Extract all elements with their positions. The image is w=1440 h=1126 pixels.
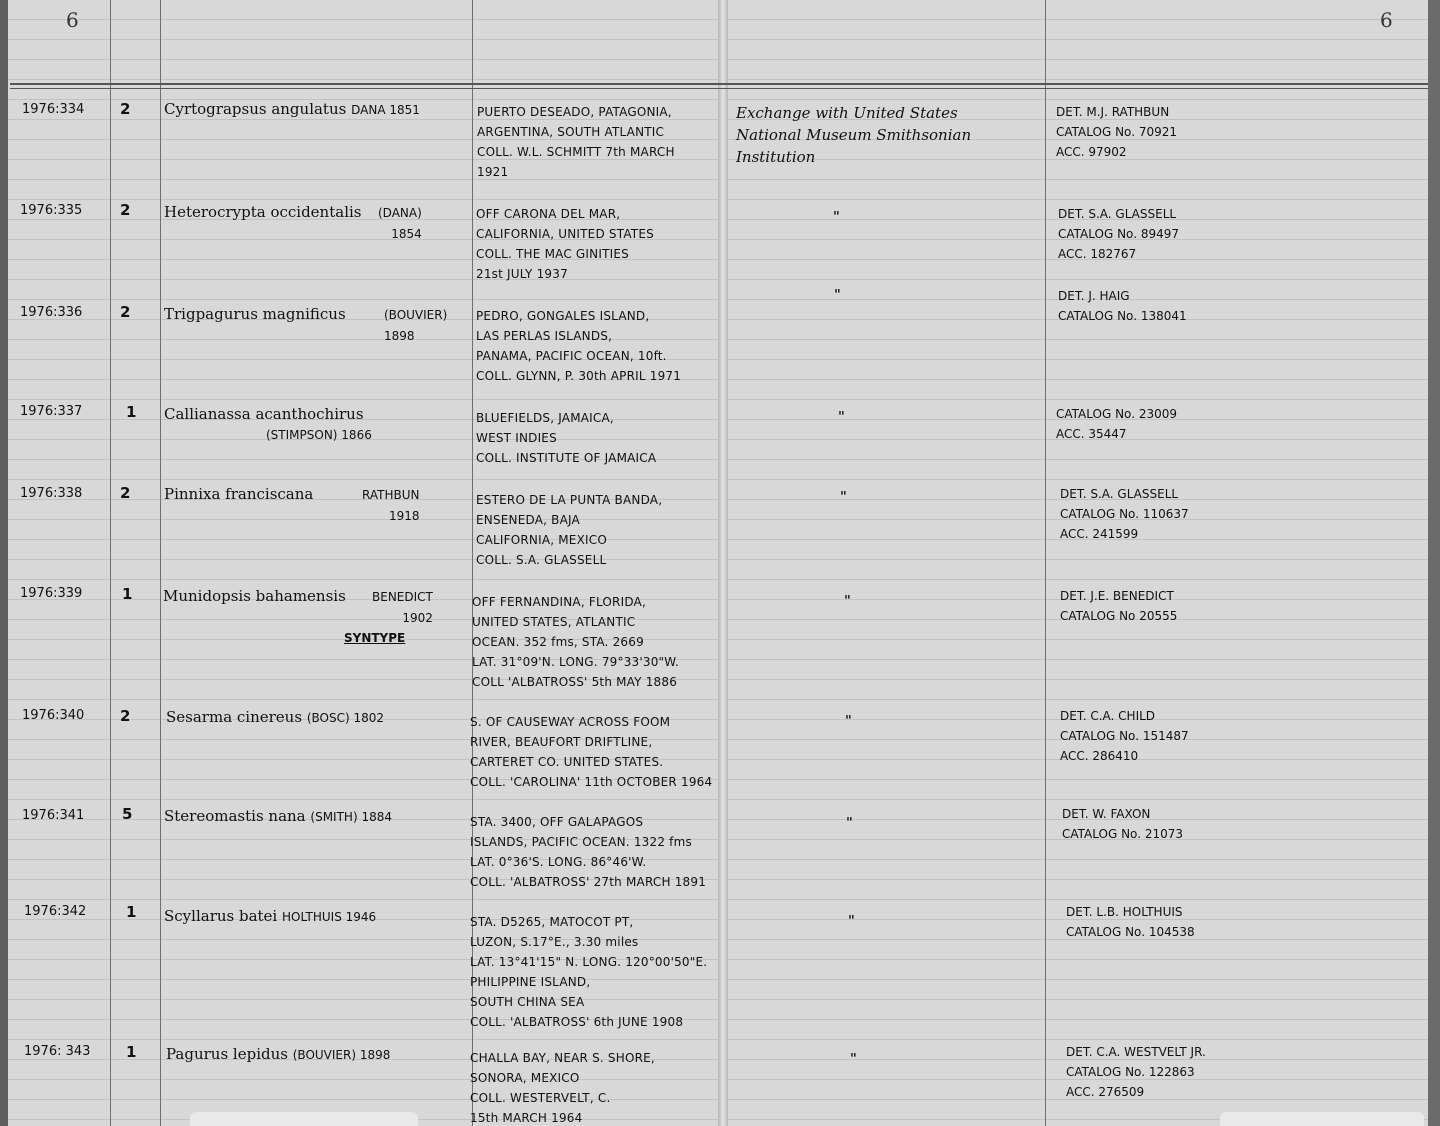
book-gutter [718,0,728,1126]
collection-locality: OFF FERNANDINA, FLORIDA, UNITED STATES, ATLANTIC OCEAN. 352 fms, STA. 2669 LAT. 31°09'N. LONG. 79°33'30"W. COLL 'ALBATROSS' 5th MAY 1886 [472,595,679,689]
species-name [164,304,346,324]
register-number: 1976:342 [24,904,87,919]
specimen-count: 1 [126,1043,137,1061]
register-number: 1976:338 [20,486,83,501]
ditto-mark: " [845,714,852,729]
species-name [166,707,384,728]
species-authority: RATHBUN 1918 [362,488,420,523]
determination-catalog: DET. C.A. CHILD CATALOG No. 151487 ACC. 286410 [1060,709,1189,763]
species-authority: (SMITH) 1884 [310,810,392,824]
specimen-count: 1 [126,403,137,421]
species-authority: (STIMPSON) 1866 [266,428,372,442]
collection-locality: S. OF CAUSEWAY ACROSS FOOM RIVER, BEAUFORT DRIFTLINE, CARTERET CO. UNITED STATES. COLL. 'CAROLINA' 11th OCTOBER 1964 [470,715,713,789]
column-line [110,0,111,1126]
species-authority: (BOSC) 1802 [306,711,385,725]
species-binomial: Pagurus lepidus [166,1045,288,1063]
specimen-count: 2 [120,100,131,118]
species-authority: (BOUVIER) 1898 [292,1048,391,1062]
collection-locality: PUERTO DESEADO, PATAGONIA, ARGENTINA, SOUTH ATLANTIC COLL. W.L. SCHMITT 7th MARCH 1921 [477,105,675,179]
species-binomial: Stereomastis nana [164,807,306,825]
collection-locality: STA. D5265, MATOCOT PT, LUZON, S.17°E., 3.30 miles LAT. 13°41'15" N. LONG. 120°00'50"E. PHILIPPINE ISLAND, SOUTH CHINA SEA COLL. 'ALBATROSS' 6th JUNE 1908 [470,915,708,1029]
species-authority: DANA 1851 [351,103,420,117]
species-name [164,484,313,504]
specimen-count: 2 [120,201,131,219]
species-authority: (BOUVIER) 1898 [384,308,448,343]
exchange-note: Exchange with United States National Museum Smithsonian Institution [736,104,972,166]
register-number: 1976:337 [20,404,83,419]
specimen-count: 2 [120,303,131,321]
determination-catalog: DET. M.J. RATHBUN CATALOG No. 70921 ACC. 97902 [1056,105,1177,159]
ditto-mark: " [850,1052,857,1067]
species-authority: BENEDICT 1902 [372,590,433,625]
page-number-left: 6 [66,8,79,32]
register-number: 1976:336 [20,305,83,320]
species-authority: HOLTHUIS 1946 [282,910,377,924]
species-name [164,202,361,222]
ditto-mark: " [840,490,847,505]
species-name [164,806,392,827]
species-binomial: Pinnixa franciscana [164,485,314,503]
species-authority: (DANA) 1854 [378,206,422,241]
syntype-label: SYNTYPE [344,631,406,645]
species-name [164,99,420,120]
ledger-edge-right [1428,0,1440,1126]
collection-locality: OFF CARONA DEL MAR, CALIFORNIA, UNITED STATES COLL. THE MAC GINITIES 21st JULY 1937 [476,207,654,281]
column-line [1045,0,1046,1126]
ditto-mark: " [833,210,840,225]
specimen-count: 2 [120,484,131,502]
ditto-mark: " [844,594,851,609]
register-number: 1976:341 [22,808,85,823]
determination-catalog: DET. S.A. GLASSELL CATALOG No. 89497 ACC. 182767 [1058,207,1179,261]
ditto-mark: " [848,914,855,929]
collection-locality: CHALLA BAY, NEAR S. SHORE, SONORA, MEXICO COLL. WESTERVELT, C. 15th MARCH 1964 [470,1051,655,1125]
collection-locality: ESTERO DE LA PUNTA BANDA, ENSENEDA, BAJA CALIFORNIA, MEXICO COLL. S.A. GLASSELL [476,493,663,567]
species-binomial: Callianassa acanthochirus [164,405,364,423]
determination-catalog: DET. W. FAXON CATALOG No. 21073 [1062,807,1183,841]
species-binomial: Heterocrypta occidentalis [164,203,362,221]
page-number-right: 6 [1380,8,1393,32]
header-rule [10,88,1428,89]
ditto-mark: " [838,410,845,425]
species-name [164,906,376,927]
species-binomial: Trigpagurus magnificus [164,305,346,323]
specimen-count: 1 [122,585,133,603]
ditto-mark: " [834,288,841,303]
specimen-count: 5 [122,805,133,823]
determination-catalog: DET. J. HAIG CATALOG No. 138041 [1058,289,1187,323]
species-binomial: Cyrtograpsus angulatus [164,100,347,118]
collection-locality: BLUEFIELDS, JAMAICA, WEST INDIES COLL. INSTITUTE OF JAMAICA [476,411,657,465]
register-number: 1976:334 [22,102,85,117]
register-number: 1976:340 [22,708,85,723]
column-line [160,0,161,1126]
collection-locality: PEDRO, GONGALES ISLAND, LAS PERLAS ISLANDS, PANAMA, PACIFIC OCEAN, 10ft. COLL. GLYNN, P. 30th APRIL 1971 [476,309,682,383]
collection-locality: STA. 3400, OFF GALAPAGOS ISLANDS, PACIFIC OCEAN. 1322 fms LAT. 0°36'S. LONG. 86°46'W. COLL. 'ALBATROSS' 27th MARCH 1891 [470,815,707,889]
page-tab [1220,1112,1424,1126]
register-number: 1976:339 [20,586,83,601]
species-name [163,586,346,606]
specimen-count: 1 [126,903,137,921]
species-binomial: Munidopsis bahamensis [163,587,346,605]
specimen-count: 2 [120,707,131,725]
ledger-page-right [724,0,1430,1126]
species-name [164,404,364,424]
species-binomial: Sesarma cinereus [166,708,303,726]
page-tab [190,1112,418,1126]
register-number: 1976: 343 [24,1044,91,1059]
determination-catalog: CATALOG No. 23009 ACC. 35447 [1056,407,1177,441]
ditto-mark: " [846,816,853,831]
determination-catalog: DET. S.A. GLASSELL CATALOG No. 110637 ACC. 241599 [1060,487,1189,541]
header-rule [10,83,1428,85]
determination-catalog: DET. J.E. BENEDICT CATALOG No 20555 [1060,589,1178,623]
register-number: 1976:335 [20,203,83,218]
species-binomial: Scyllarus batei [164,907,278,925]
determination-catalog: DET. L.B. HOLTHUIS CATALOG No. 104538 [1066,905,1195,939]
determination-catalog: DET. C.A. WESTVELT JR. CATALOG No. 122863 ACC. 276509 [1066,1045,1206,1099]
species-name [166,1044,390,1065]
